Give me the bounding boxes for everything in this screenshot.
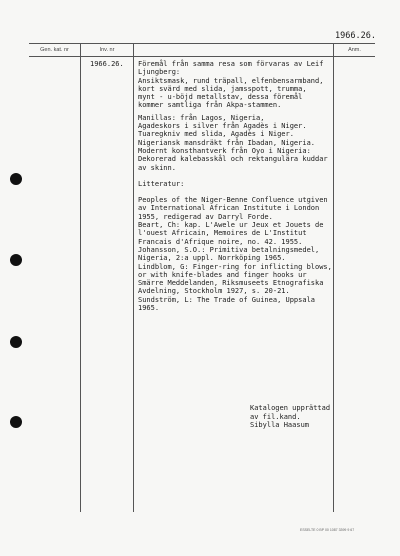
literature-heading: Litteratur:: [138, 179, 185, 188]
binder-hole-2: [10, 254, 22, 266]
col-divider-2: [133, 43, 134, 512]
text-line: 1955, redigerad av Darryl Forde.: [138, 212, 273, 221]
header-inv-nr: Inv. nr: [99, 47, 115, 53]
text-line: kommer samtliga från Akpa-stammen.: [138, 101, 282, 110]
text-line: Smärre Meddelanden, Riksmuseets Etnografiska: [138, 279, 324, 288]
text-line: or with knife-blades and finger hooks ur: [138, 270, 307, 279]
text-line: Ljungberg:: [138, 68, 181, 77]
header-gen-kat-nr: Gen. kat. nr: [40, 47, 69, 53]
text-line: Nigeria, 2:a uppl. Norrköping 1965.: [138, 254, 286, 263]
col-divider-1: [80, 43, 81, 512]
page-number: 1966.26.: [335, 31, 376, 41]
text-line: Peoples of the Niger-Benne Confluence utgiven: [138, 196, 328, 205]
text-line: 1965.: [138, 304, 160, 313]
text-line: mynt - u-böjd metallstav, dessa föremål: [138, 93, 303, 102]
text-line: l'ouest Africain, Memoires de L'Institut: [138, 229, 307, 238]
catalog-text: [138, 60, 333, 312]
text-line: av International African Institute i London: [138, 204, 320, 213]
signature-line: Sibylla Haasum: [250, 421, 310, 430]
binder-hole-4: [10, 416, 22, 428]
text-line: Johansson, S.O.: Primitiva betalningsmedel,: [138, 245, 320, 254]
header-anm: Anm.: [348, 47, 361, 53]
text-line: Tuaregkniv med slida, Agadès i Niger.: [138, 130, 294, 139]
binder-hole-3: [10, 336, 22, 348]
text-line: Föremål från samma resa som förvaras av Leif: [138, 60, 324, 68]
text-line: Manillas: från Lagos, Nigeria,: [138, 113, 265, 122]
printer-imprint: ESSELTE 0 BP 00 1087 3399 9 67: [300, 528, 355, 532]
text-line: Agadeskors i silver från Agadès i Niger.: [138, 122, 307, 131]
text-line: av skinn.: [138, 163, 176, 172]
text-line: Sundström, L: The Trade of Guinea, Uppsala: [138, 295, 316, 304]
text-line: Ansiktsmask, rund träpall, elfenbensarmband,: [138, 76, 324, 85]
signature-line: av fil.kand.: [250, 412, 301, 421]
cataloguer-signature: [250, 404, 330, 430]
text-line: Dekorerad kalebasskål och rektangulära kuddar: [138, 155, 328, 164]
text-line: Lindblom, G: Finger-ring for inflicting blows,: [138, 262, 332, 271]
text-line: Beart, Ch: kap. L'Awele ur Jeux et Jouets de: [138, 221, 324, 230]
text-line: Modernt konsthantverk från Oyo i Nigeria:: [138, 146, 311, 155]
inventory-number: 1966.26.: [90, 60, 124, 68]
text-line: Francais d'Afrique noire, no. 42. 1955.: [138, 237, 303, 246]
text-line: Avdelning, Stockholm 1927, s. 20-21.: [138, 287, 290, 296]
signature-line: Katalogen upprättad: [250, 404, 331, 412]
col-divider-3: [333, 43, 334, 512]
text-line: Nigeriansk mansdräkt från Ibadan, Nigeria.: [138, 138, 316, 147]
text-line: kort svärd med slida, jamsspott, trumma,: [138, 84, 307, 93]
binder-hole-1: [10, 173, 22, 185]
